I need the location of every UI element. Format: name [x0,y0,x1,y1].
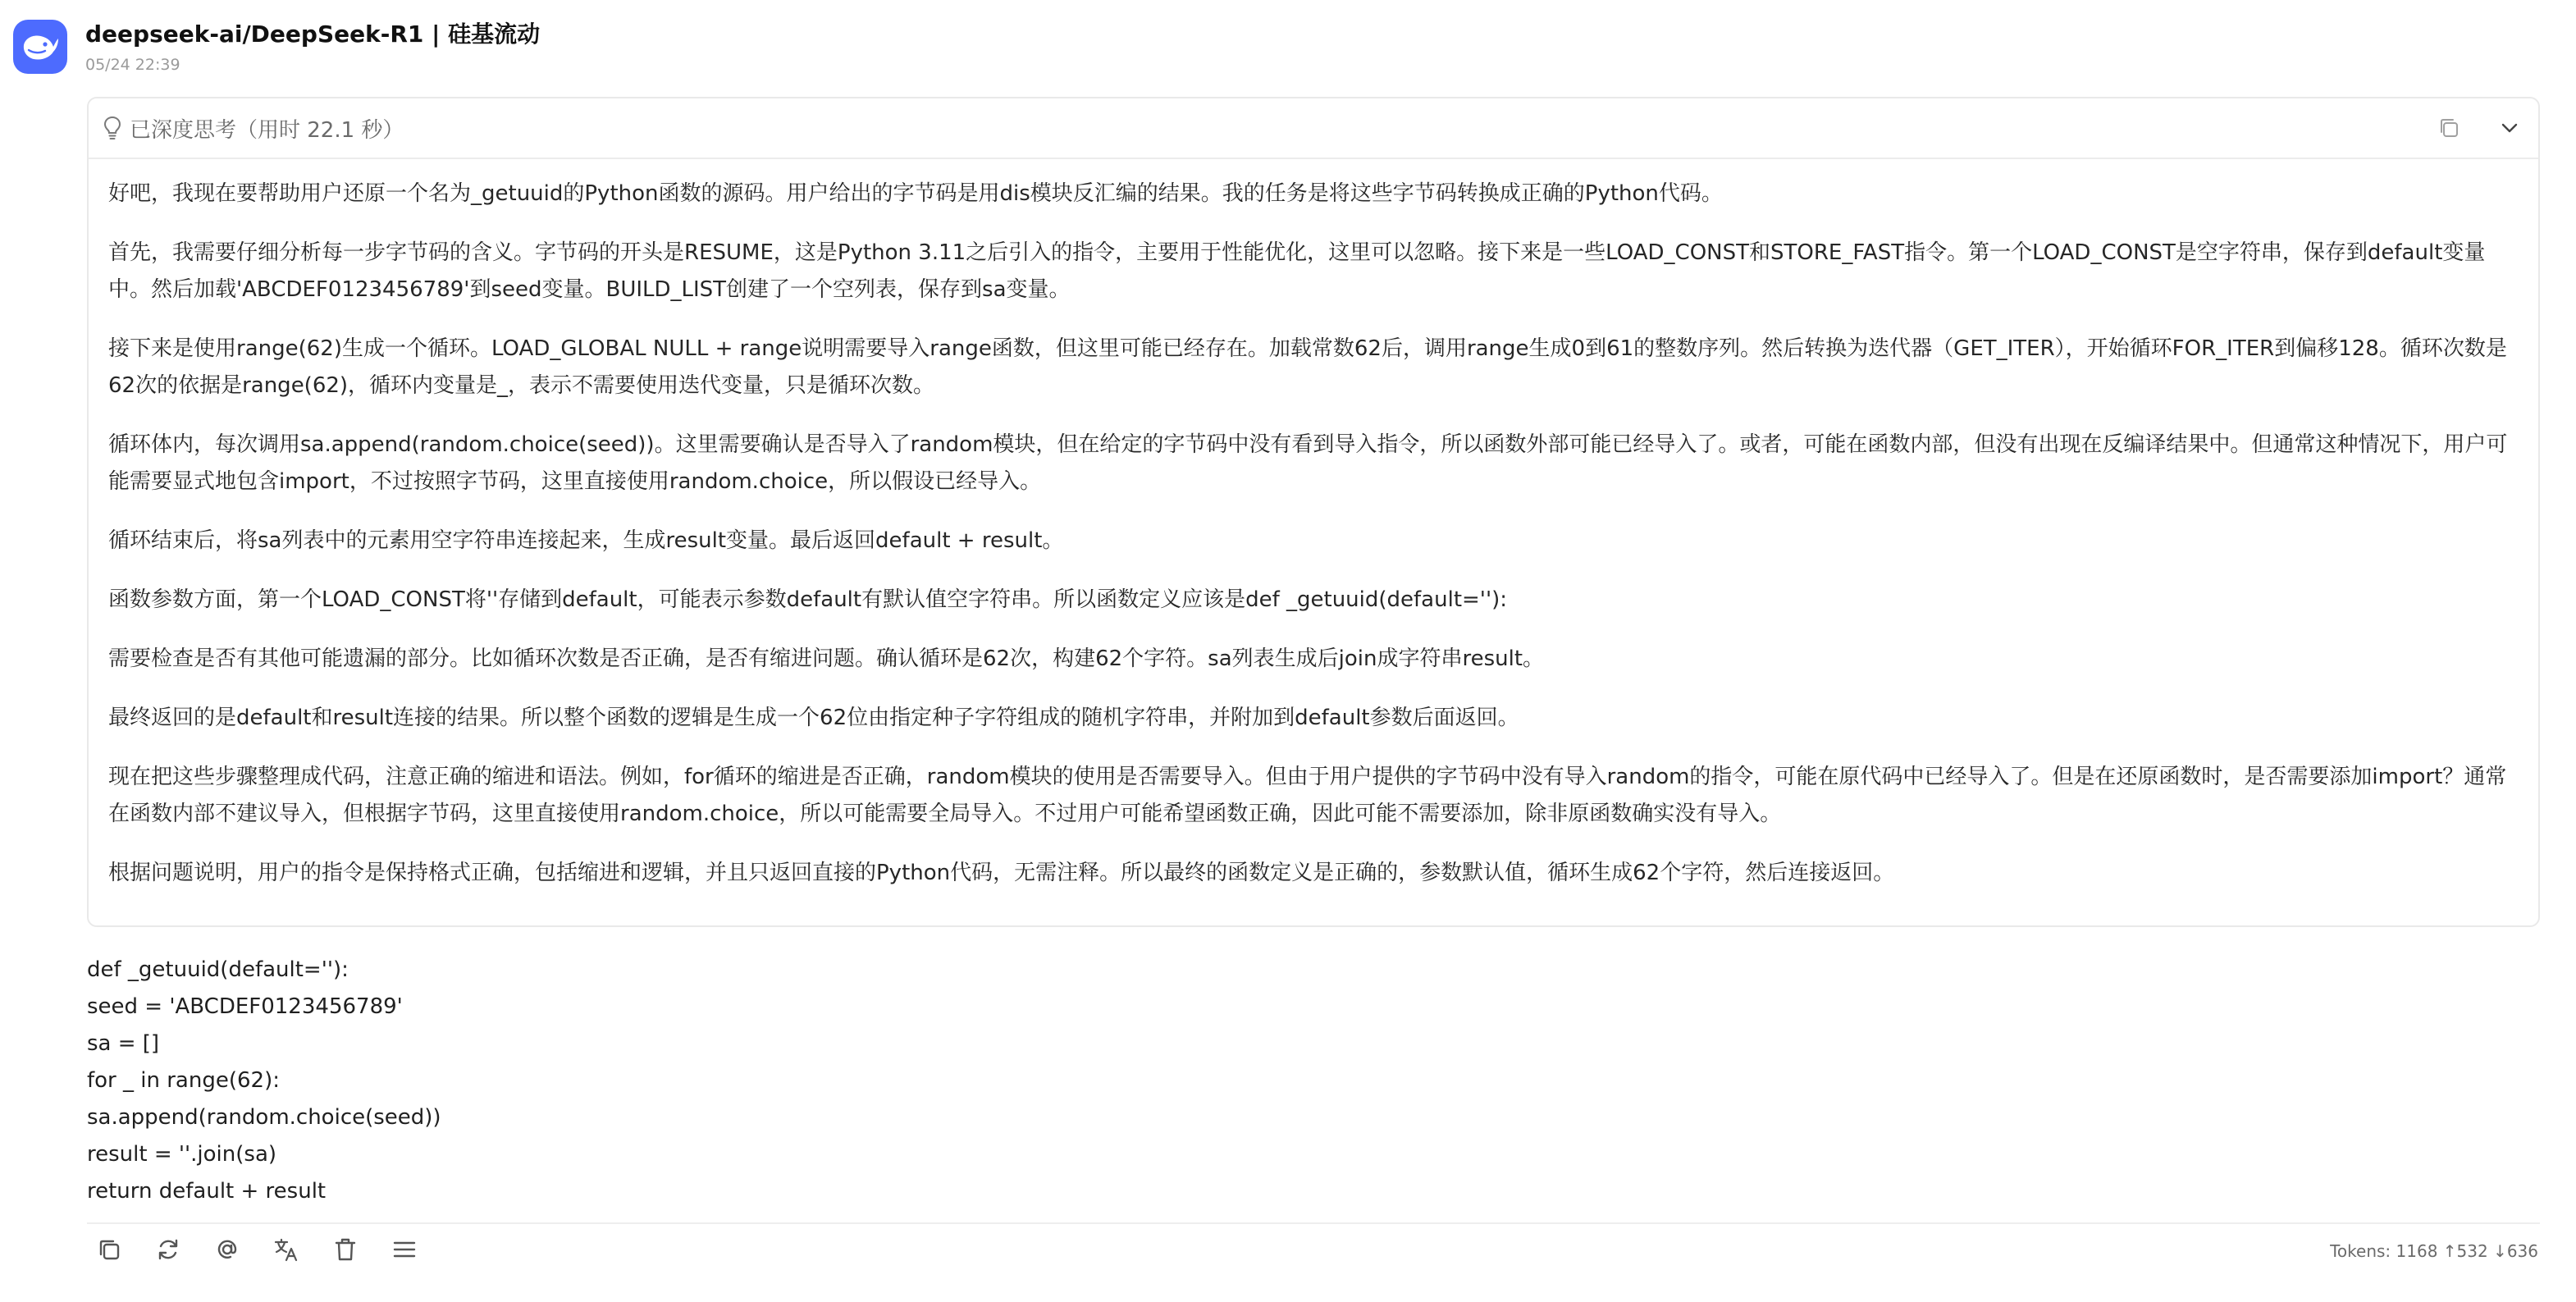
thinking-paragraph: 好吧，我现在要帮助用户还原一个名为_getuuid的Python函数的源码。用户给出的字节码是用dis模块反汇编的结果。我的任务是将这些字节码转换成正确的Python代码。 [108,181,1723,206]
message-toolbar [94,1234,420,1265]
thinking-title: 已深度思考（用时 22.1 秒） [130,117,404,143]
thinking-paragraph: 根据问题说明，用户的指令是保持格式正确，包括缩进和逻辑，并且只返回直接的Python代码，无需注释。所以最终的函数定义是正确的，参数默认值，循环生成62个字符，然后连接返回。 [108,861,1895,885]
delete-button[interactable] [330,1234,361,1265]
copy-icon [2437,116,2460,139]
trash-icon [331,1236,359,1263]
code-line: result = ''.join(sa) [87,1142,277,1167]
footer-divider [87,1222,2540,1224]
lightbulb-icon [103,116,121,140]
thinking-paragraph: 循环结束后，将sa列表中的元素用空字符串连接起来，生成result变量。最后返回default + result。 [108,528,1064,553]
answer-code [87,952,441,1210]
thinking-content [89,159,2538,892]
code-line: seed = 'ABCDEF0123456789' [87,994,403,1019]
thinking-paragraph: 函数参数方面，第一个LOAD_CONST将''存储到default，可能表示参数default有默认值空字符串。所以函数定义应该是def _getuuid(default=''): [108,587,1507,612]
thinking-paragraph: 最终返回的是default和result连接的结果。所以整个函数的逻辑是生成一个62位由指定种子字符组成的随机字符串，并附加到default参数后面返回。 [108,706,1519,730]
copy-thinking-button[interactable] [2435,114,2463,142]
message-timestamp: 05/24 22:39 [85,56,180,74]
token-count: Tokens: 1168 ↑532 ↓636 [2330,1241,2538,1261]
code-line: return default + result [87,1179,327,1204]
chevron-down-icon [2498,116,2521,139]
more-options-button[interactable] [389,1234,420,1265]
code-line: sa.append(random.choice(seed)) [87,1105,441,1130]
copy-message-button[interactable] [94,1234,125,1265]
mention-icon [213,1236,241,1263]
thinking-paragraph: 首先，我需要仔细分析每一步字节码的含义。字节码的开头是RESUME，这是Python 3.11之后引入的指令，主要用于性能优化，这里可以忽略。接下来是一些LOAD_CONST和STORE_FAST指令。第一个LOAD_CONST是空字符串，保存到default变量中。然后加载'ABCDEF0123456789'到seed变量。BUILD_LIST创建了一个空列表，保存到sa变量。 [108,240,2486,302]
code-line: for _ in range(62): [87,1068,280,1093]
regenerate-button[interactable] [153,1234,184,1265]
thinking-header[interactable] [89,98,2538,159]
message-header [85,18,540,75]
deepseek-whale-icon [21,30,60,63]
thinking-paragraph: 接下来是使用range(62)生成一个循环。LOAD_GLOBAL NULL + range说明需要导入range函数，但这里可能已经存在。加载常数62后，调用range生成0到61的整数序列。然后转换为迭代器（GET_ITER），开始循环FOR_ITER到偏移128。循环次数是62次的依据是range(62)，循环内变量是_，表示不需要使用迭代变量，只是循环次数。 [108,336,2507,398]
thinking-actions [2435,114,2523,142]
model-title: deepseek-ai/DeepSeek-R1 | 硅基流动 [85,21,541,48]
copy-icon [95,1236,123,1263]
thinking-paragraph: 循环体内，每次调用sa.append(random.choice(seed))。这里需要确认是否导入了random模块，但在给定的字节码中没有看到导入指令，所以函数外部可能已经导入了。或者，可能在函数内部，但没有出现在反编译结果中。但通常这种情况下，用户可能需要显式地包含import，不过按照字节码，这里直接使用random.choice，所以假设已经导入。 [108,432,2508,494]
thinking-paragraph: 现在把这些步骤整理成代码，注意正确的缩进和语法。例如，for循环的缩进是否正确，random模块的使用是否需要导入。但由于用户提供的字节码中没有导入random的指令，可能在原代码中已经导入了。但是在还原函数时，是否需要添加import？通常在函数内部不建议导入，但根据字节码，这里直接使用random.choice，所以可能需要全局导入。不过用户可能希望函数正确，因此可能不需要添加，除非原函数确实没有导入。 [108,765,2507,826]
thinking-panel [87,97,2540,927]
translate-button[interactable] [271,1234,302,1265]
avatar [13,20,67,74]
menu-icon [391,1236,418,1263]
regenerate-icon [154,1236,182,1263]
code-line: sa = [] [87,1031,160,1056]
code-line: def _getuuid(default=''): [87,957,349,982]
translate-icon [272,1236,300,1263]
thinking-paragraph: 需要检查是否有其他可能遗漏的部分。比如循环次数是否正确，是否有缩进问题。确认循环是62次，构建62个字符。sa列表生成后join成字符串result。 [108,646,1545,671]
collapse-thinking-button[interactable] [2496,114,2523,142]
mention-button[interactable] [212,1234,243,1265]
